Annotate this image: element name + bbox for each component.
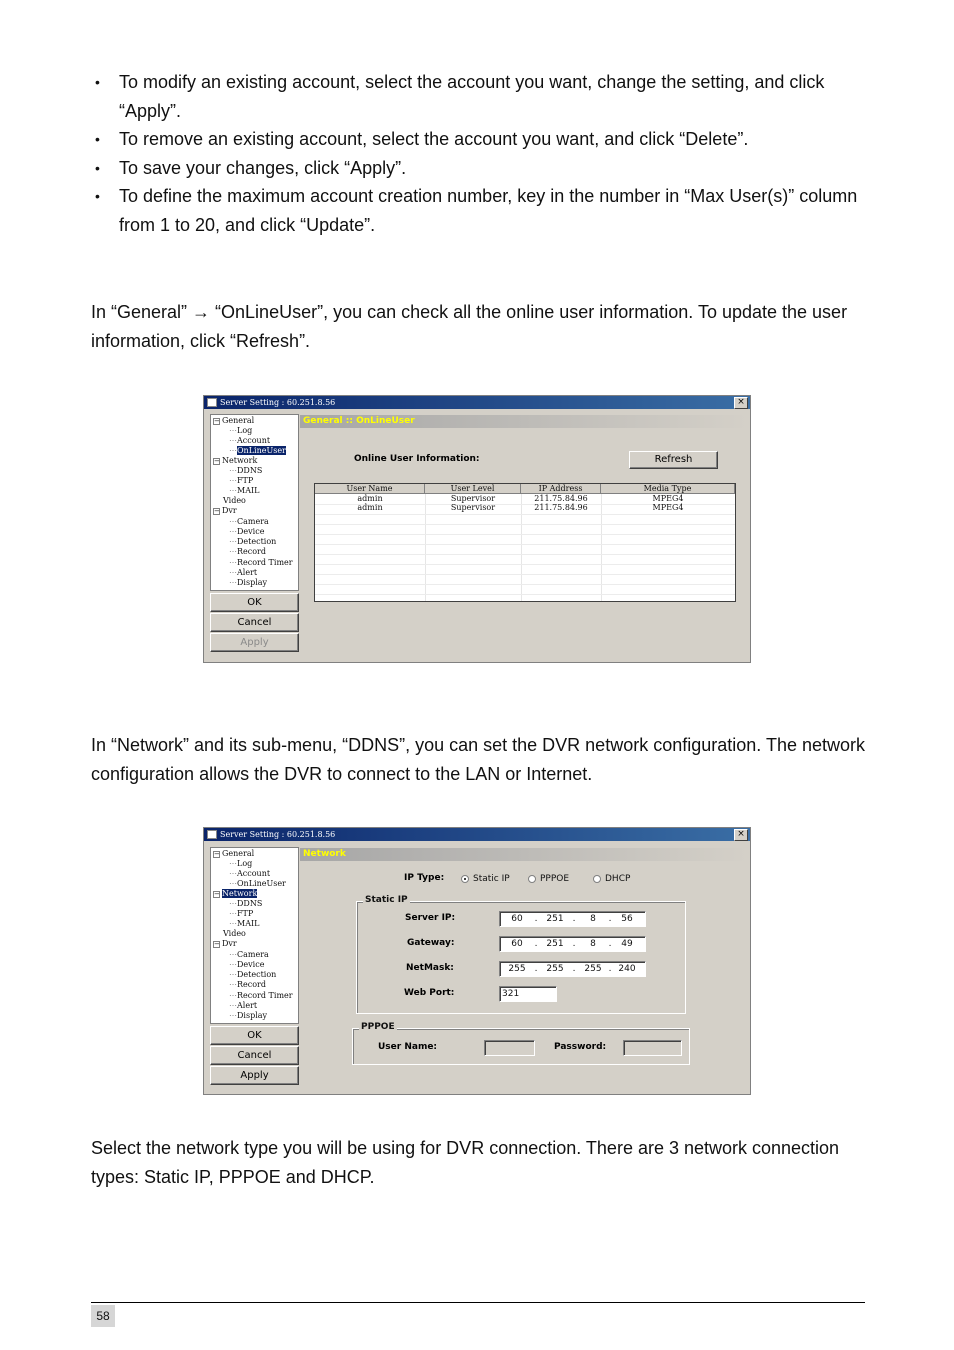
branch-line-icon: ⋯	[229, 466, 237, 475]
tree-item-mail[interactable]: ⋯MAIL	[229, 919, 260, 928]
dialog-titlebar	[204, 828, 750, 841]
netmask-field[interactable]: 255 . 255 . 255 . 240	[499, 961, 646, 977]
app-icon	[207, 830, 217, 839]
user-level-cell: Supervisor	[450, 494, 496, 503]
ok-button[interactable]: OK	[210, 1026, 299, 1045]
media-type-cell: MPEG4	[652, 494, 684, 503]
panel-header: General :: OnLineUser	[300, 415, 749, 428]
tree-item-device[interactable]: ⋯Device	[229, 527, 265, 536]
branch-line-icon: ⋯	[229, 547, 237, 556]
tree-item-network[interactable]: − Network	[214, 889, 258, 898]
page-number: 58	[91, 1305, 115, 1327]
tree-item-display[interactable]: ⋯Display	[229, 578, 268, 587]
netmask-label: NetMask:	[406, 963, 454, 973]
user-name-cell: admin	[357, 503, 383, 512]
dialog-title: Server Setting : 60.251.8.56	[220, 398, 336, 407]
network-paragraph: In “Network” and its sub-menu, “DDNS”, you can set the DVR network configuration. The network configuration allows the DVR to connect to the LAN or Internet.	[91, 735, 865, 784]
branch-line-icon: ⋯	[229, 517, 237, 526]
branch-line-icon: ⋯	[229, 446, 237, 455]
radio-unselected-icon[interactable]	[593, 875, 601, 883]
online-user-info-label: Online User Information:	[354, 454, 480, 464]
tree-item-ftp[interactable]: ⋯FTP	[229, 476, 254, 485]
column-header-ip-address[interactable]: IP Address	[521, 484, 601, 494]
branch-line-icon: ⋯	[229, 879, 237, 888]
apply-button[interactable]: Apply	[210, 633, 299, 652]
branch-line-icon: ⋯	[229, 436, 237, 445]
row-divider	[315, 574, 735, 575]
column-header-media-type[interactable]: Media Type	[601, 484, 735, 494]
branch-line-icon: ⋯	[229, 950, 237, 959]
tree-item-camera[interactable]: ⋯Camera	[229, 517, 269, 526]
dialog-title: Server Setting : 60.251.8.56	[220, 830, 336, 839]
close-button[interactable]: ×	[734, 397, 748, 409]
column-header-user-level[interactable]: User Level	[425, 484, 521, 494]
cancel-button[interactable]: Cancel	[210, 613, 299, 632]
static-ip-group-title: Static IP	[365, 895, 408, 905]
column-header-user-name[interactable]: User Name	[315, 484, 425, 494]
user-name-cell: admin	[357, 494, 383, 503]
tree-item-ddns[interactable]: ⋯DDNS	[229, 466, 263, 475]
tree-item-detection[interactable]: ⋯Detection	[229, 970, 277, 979]
collapse-icon[interactable]: −	[214, 889, 220, 898]
web-port-field[interactable]: 321	[499, 986, 557, 1002]
server-ip-label: Server IP:	[405, 913, 456, 923]
web-port-label: Web Port:	[404, 988, 455, 998]
pppoe-password-field[interactable]	[623, 1040, 682, 1056]
bullet-item: • To modify an existing account, select the account you want, change the setting, and click “Apply”.	[91, 68, 871, 125]
row-divider	[315, 524, 735, 525]
branch-line-icon: ⋯	[229, 558, 237, 567]
branch-line-icon: ⋯	[229, 426, 237, 435]
tree-item-network[interactable]: − Network	[214, 456, 258, 465]
settings-tree	[210, 847, 299, 1024]
branch-line-icon: ⋯	[229, 568, 237, 577]
radio-dhcp[interactable]: DHCP	[593, 874, 630, 884]
footer-divider	[91, 1302, 865, 1303]
panel-header: Network	[300, 848, 749, 861]
tree-item-video[interactable]: Video	[223, 496, 246, 505]
settings-tree	[210, 414, 299, 591]
branch-line-icon: ⋯	[229, 859, 237, 868]
tree-item-log[interactable]: ⋯Log	[229, 859, 253, 868]
branch-line-icon: ⋯	[229, 909, 237, 918]
branch-line-icon: ⋯	[229, 899, 237, 908]
bullet-marker: •	[95, 159, 100, 176]
tree-item-dvr[interactable]: − Dvr	[214, 506, 237, 515]
tree-item-alert[interactable]: ⋯Alert	[229, 1001, 258, 1010]
close-button[interactable]: ×	[734, 829, 748, 841]
apply-button[interactable]: Apply	[210, 1066, 299, 1085]
row-divider	[315, 594, 735, 595]
tree-item-ddns[interactable]: ⋯DDNS	[229, 899, 263, 908]
tree-item-device[interactable]: ⋯Device	[229, 960, 265, 969]
row-divider	[315, 544, 735, 545]
app-icon	[207, 398, 217, 407]
tree-item-onlineuser[interactable]: ⋯OnLineUser	[229, 879, 286, 888]
branch-line-icon: ⋯	[229, 578, 237, 587]
tree-item-ftp[interactable]: ⋯FTP	[229, 909, 254, 918]
online-user-table	[314, 483, 736, 602]
branch-line-icon: ⋯	[229, 486, 237, 495]
branch-line-icon: ⋯	[229, 476, 237, 485]
tree-item-alert[interactable]: ⋯Alert	[229, 568, 258, 577]
tree-item-account[interactable]: ⋯Account	[229, 436, 271, 445]
pppoe-group-title: PPPOE	[361, 1022, 395, 1032]
tree-item-dvr[interactable]: − Dvr	[214, 939, 237, 948]
bullet-marker: •	[95, 74, 100, 90]
gateway-label: Gateway:	[407, 938, 455, 948]
bullet-marker: •	[95, 131, 100, 147]
tree-item-record-timer[interactable]: ⋯Record Timer	[229, 991, 293, 1000]
network-type-paragraph: Select the network type you will be using for DVR connection. There are 3 network connection types: Static IP, PPPOE and DHCP.	[91, 1138, 840, 1187]
instruction-bullet-list	[91, 68, 871, 239]
ip-address-cell: 211.75.84.96	[534, 503, 588, 512]
tree-item-mail[interactable]: ⋯MAIL	[229, 486, 260, 495]
server-ip-field[interactable]: 60 . 251 . 8 . 56	[499, 911, 646, 927]
tree-item-camera[interactable]: ⋯Camera	[229, 950, 269, 959]
tree-item-video[interactable]: Video	[223, 929, 246, 938]
tree-item-general[interactable]: − General	[214, 849, 255, 858]
collapse-icon[interactable]: −	[214, 939, 220, 948]
bullet-marker: •	[95, 188, 100, 204]
radio-unselected-icon[interactable]	[528, 875, 536, 883]
tree-item-record[interactable]: ⋯Record	[229, 547, 266, 556]
online-user-paragraph: In “General” → “OnLineUser”, you can check all the online user information. To update the user information, click “Refresh”.	[91, 302, 848, 351]
ok-button[interactable]: OK	[210, 593, 299, 612]
tree-item-onlineuser[interactable]: ⋯OnLineUser	[229, 446, 286, 455]
tree-item-display[interactable]: ⋯Display	[229, 1011, 268, 1020]
tree-item-detection[interactable]: ⋯Detection	[229, 537, 277, 546]
bullet-item: • To save your changes, click “Apply”.	[91, 154, 871, 183]
branch-line-icon: ⋯	[229, 1011, 237, 1020]
server-setting-dialog-network	[203, 827, 751, 1095]
dialog-titlebar	[204, 396, 750, 409]
cancel-button[interactable]: Cancel	[210, 1046, 299, 1065]
ip-type-label: IP Type:	[404, 873, 445, 883]
branch-line-icon: ⋯	[229, 527, 237, 536]
branch-line-icon: ⋯	[229, 970, 237, 979]
tree-item-record-timer[interactable]: ⋯Record Timer	[229, 558, 293, 567]
collapse-icon[interactable]: −	[214, 849, 220, 858]
branch-line-icon: ⋯	[229, 960, 237, 969]
tree-item-general[interactable]: − General	[214, 416, 255, 425]
branch-line-icon: ⋯	[229, 991, 237, 1000]
gateway-field[interactable]: 60 . 251 . 8 . 49	[499, 936, 646, 952]
media-type-cell: MPEG4	[652, 503, 684, 512]
branch-line-icon: ⋯	[229, 869, 237, 878]
radio-selected-icon[interactable]	[461, 875, 469, 883]
pppoe-username-label: User Name:	[378, 1042, 438, 1052]
radio-static-ip[interactable]: Static IP	[461, 874, 510, 884]
refresh-button[interactable]: Refresh	[629, 451, 718, 469]
branch-line-icon: ⋯	[229, 1001, 237, 1010]
pppoe-password-label: Password:	[554, 1042, 607, 1052]
branch-line-icon: ⋯	[229, 980, 237, 989]
server-setting-dialog-onlineuser	[203, 395, 751, 663]
branch-line-icon: ⋯	[229, 537, 237, 546]
bullet-item: • To define the maximum account creation number, key in the number in “Max User(s)” column from 1 to 20, and click “Update”.	[91, 182, 871, 239]
bullet-item: • To remove an existing account, select the account you want, and click “Delete”.	[91, 125, 871, 154]
collapse-icon[interactable]: −	[214, 506, 220, 515]
collapse-icon[interactable]: −	[214, 416, 220, 425]
row-divider	[315, 534, 735, 535]
row-divider	[315, 584, 735, 585]
row-divider	[315, 514, 735, 515]
pppoe-username-field[interactable]	[484, 1040, 535, 1056]
ip-address-cell: 211.75.84.96	[534, 494, 588, 503]
row-divider	[315, 554, 735, 555]
radio-pppoe[interactable]: PPPOE	[528, 874, 569, 884]
collapse-icon[interactable]: −	[214, 456, 220, 465]
branch-line-icon: ⋯	[229, 919, 237, 928]
user-level-cell: Supervisor	[450, 503, 496, 512]
tree-item-record[interactable]: ⋯Record	[229, 980, 266, 989]
tree-item-account[interactable]: ⋯Account	[229, 869, 271, 878]
row-divider	[315, 564, 735, 565]
tree-item-log[interactable]: ⋯Log	[229, 426, 253, 435]
